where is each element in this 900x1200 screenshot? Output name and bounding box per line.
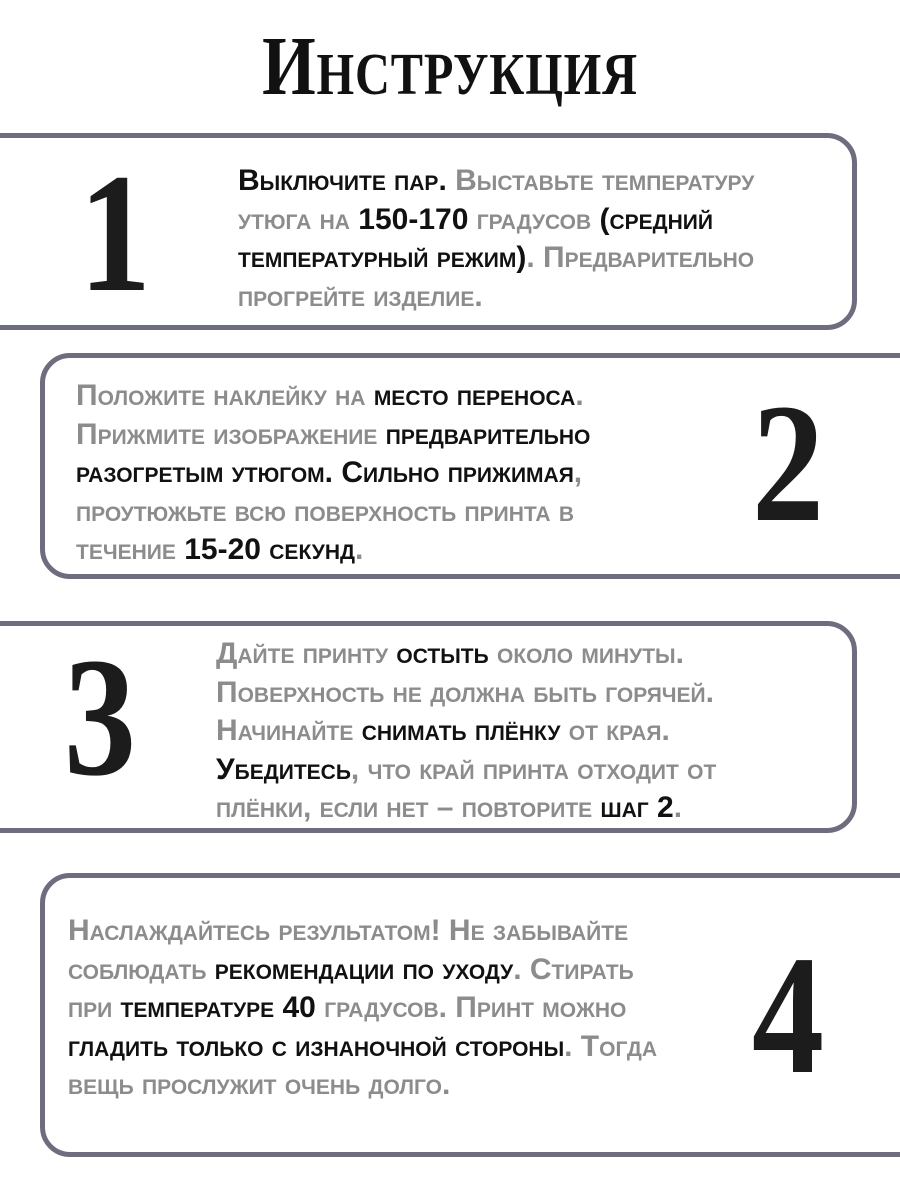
step-4-line: [68, 951, 657, 990]
step-3-text: [216, 635, 716, 828]
body-text: Положите наклейку на: [76, 379, 374, 412]
body-text: .: [354, 533, 364, 566]
step-1-number: 1: [78, 139, 152, 327]
body-text: .: [673, 791, 683, 824]
page-title: Инструкция: [262, 20, 638, 113]
highlight-text: 150-170: [358, 202, 469, 236]
body-text: утюга на: [238, 202, 359, 236]
body-text: градусов: [315, 991, 439, 1024]
body-text: вещь прослужит очень долго.: [68, 1068, 451, 1101]
body-text: градусов: [468, 202, 600, 236]
step-4-line: [68, 912, 657, 951]
body-text: Начинайте: [216, 714, 362, 747]
step-4-line: [68, 1066, 657, 1105]
body-text: от края.: [560, 714, 670, 747]
step-4-text: [68, 912, 657, 1105]
body-text: . Предварительно: [526, 241, 755, 274]
body-text: Прижмите изображение: [76, 417, 386, 451]
step-3-line: [216, 674, 716, 713]
body-text: Дайте принту: [216, 637, 397, 670]
step-4-number: 4: [751, 921, 825, 1109]
body-text: при: [68, 991, 121, 1024]
step-1-line: [238, 162, 754, 201]
body-text: проутюжьте всю поверхность принта в: [76, 494, 575, 528]
highlight-text: Выключите пар.: [238, 164, 447, 197]
body-text: около минуты.: [488, 637, 684, 670]
highlight-text: снимать плёнку: [361, 714, 561, 747]
step-2-line: [76, 493, 590, 532]
step-3-line: [216, 712, 716, 751]
highlight-text: место переноса: [373, 379, 576, 412]
step-1-line: [238, 278, 754, 317]
highlight-text: 15-20 секунд: [184, 533, 355, 566]
body-text: Наслаждайтесь результатом! Не забывайте: [68, 914, 629, 947]
body-text: ,: [573, 456, 583, 489]
body-text: Поверхность не должна быть горячей.: [216, 675, 714, 709]
highlight-text: остыть: [396, 637, 489, 670]
step-3-line: [216, 789, 716, 828]
step-1-line: [238, 239, 754, 278]
body-text: .: [575, 379, 584, 412]
highlight-text: шаг 2: [600, 791, 674, 824]
body-text: Выставьте температуру: [446, 164, 755, 197]
highlight-text: гладить только с изнаночной стороны: [68, 1029, 565, 1063]
highlight-text: температурный режим): [238, 241, 527, 274]
step-3-number: 3: [63, 623, 137, 811]
step-2-line: [76, 454, 590, 493]
step-2-text: [76, 377, 590, 570]
highlight-text: (средний: [599, 202, 713, 236]
body-text: . Принт можно: [438, 991, 627, 1024]
body-text: соблюдать: [68, 952, 215, 986]
highlight-text: разогретым утюгом. Сильно прижимая: [76, 456, 574, 489]
highlight-text: рекомендации по уходу: [214, 952, 514, 986]
body-text: плёнки, если нет – повторите: [216, 791, 601, 824]
step-4-line: [68, 1028, 657, 1067]
step-2-line: [76, 531, 590, 570]
highlight-text: температуре 40: [120, 991, 316, 1024]
body-text: течение: [76, 533, 185, 566]
step-4-line: [68, 989, 657, 1028]
step-1-line: [238, 201, 754, 240]
body-text: . Тогда: [564, 1029, 657, 1063]
step-3-line: [216, 751, 716, 790]
body-text: прогрейте изделие.: [238, 279, 483, 313]
body-text: . Стирать: [513, 952, 634, 986]
step-3-line: [216, 635, 716, 674]
step-2-line: [76, 377, 590, 416]
step-2-number: 2: [751, 369, 825, 557]
step-1-text: [238, 162, 754, 316]
highlight-text: предварительно: [385, 417, 591, 451]
body-text: , что край принта отходит от: [350, 752, 717, 786]
highlight-text: Убедитесь: [216, 752, 351, 786]
step-2-line: [76, 416, 590, 455]
